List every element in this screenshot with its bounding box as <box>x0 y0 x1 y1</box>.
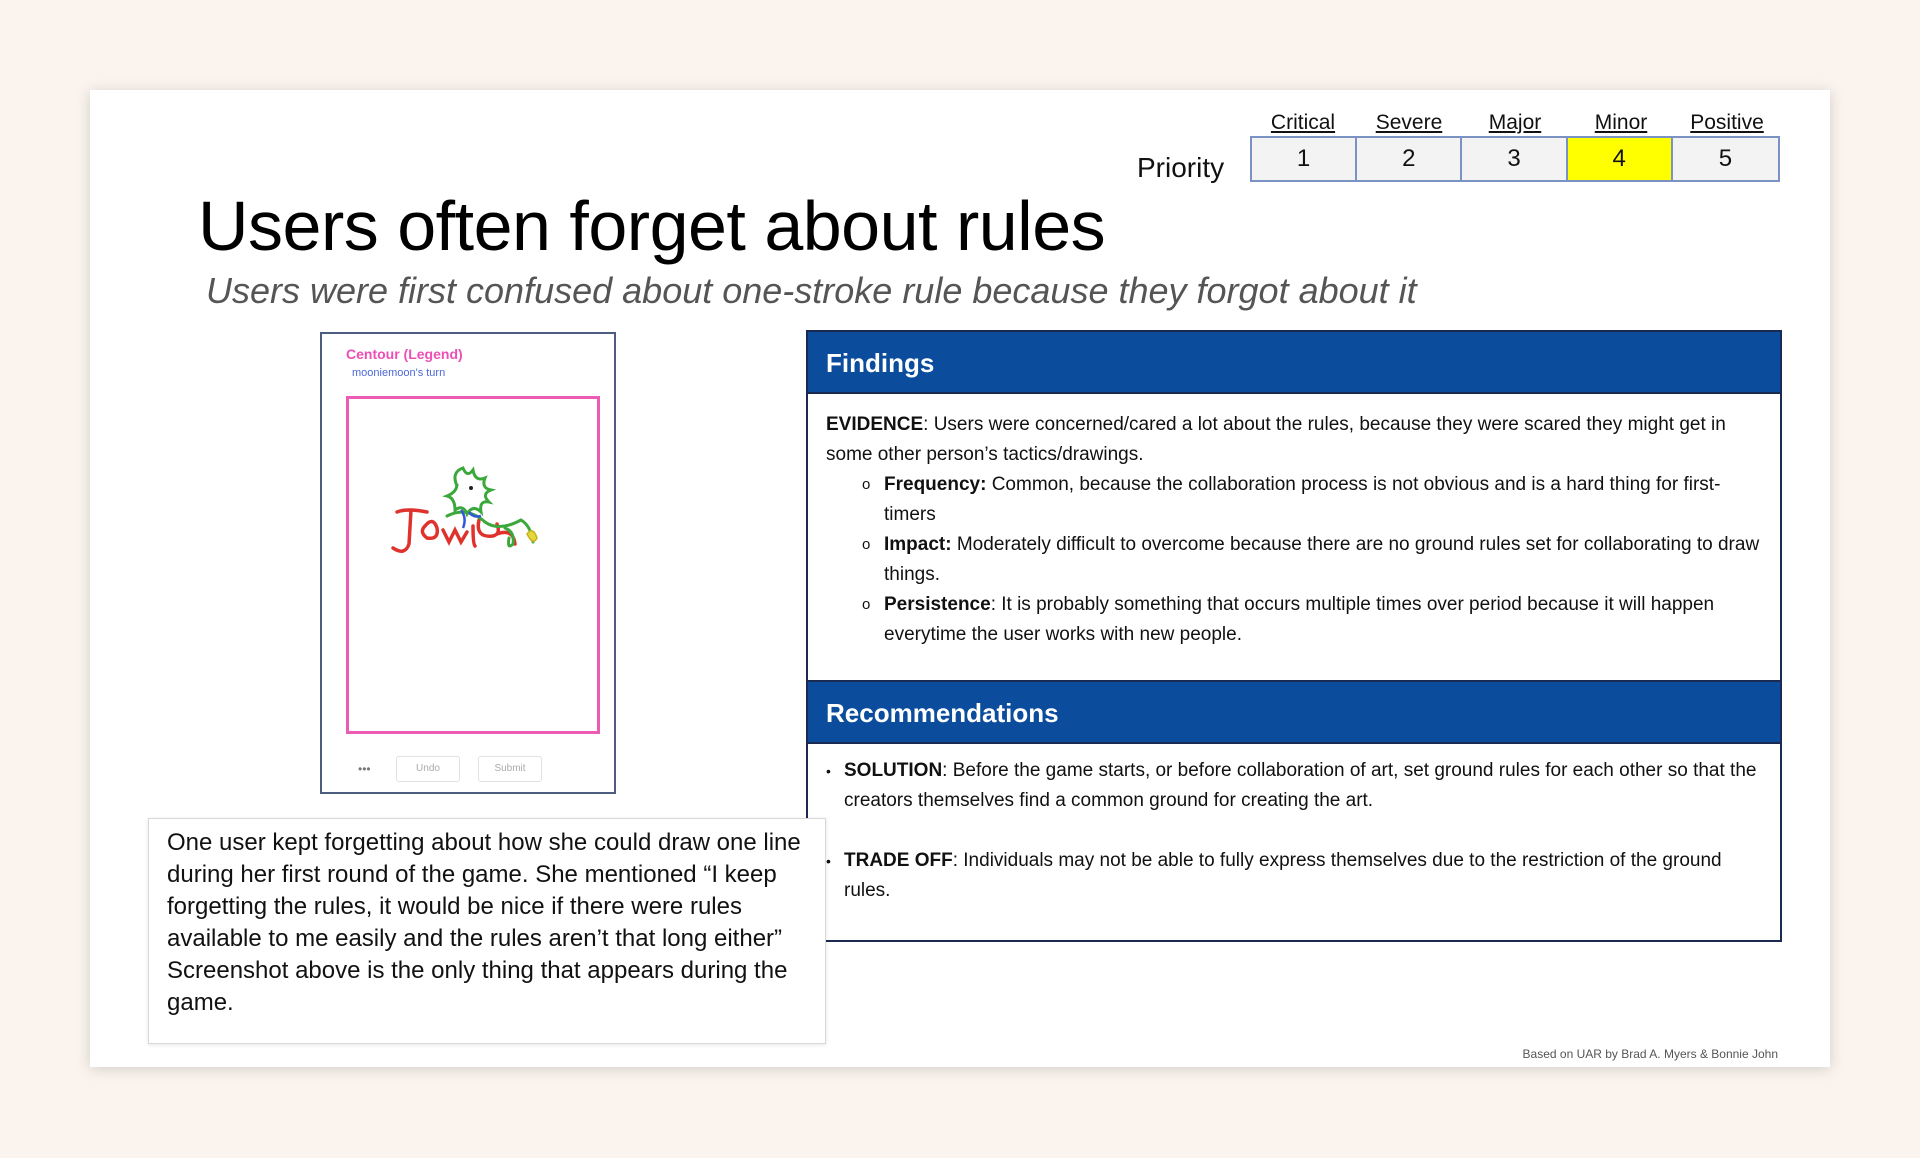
doodle-drawing-icon <box>387 464 557 584</box>
evidence-text: : Users were concerned/cared a lot about the rules, because they were scared they might get in some other person’s tactics/drawings. <box>826 414 1726 465</box>
submit-button[interactable]: Submit <box>478 756 542 782</box>
priority-level-name-critical: Critical <box>1270 111 1336 134</box>
findings-list <box>826 470 1762 650</box>
findings-header: Findings <box>808 332 1780 394</box>
priority-scale <box>1250 110 1780 182</box>
evidence-label: EVIDENCE <box>826 414 924 435</box>
game-controls <box>358 756 542 782</box>
priority-cell-2: 2 <box>1357 138 1462 180</box>
priority-cell-1: 1 <box>1252 138 1357 180</box>
finding-text: Common, because the collaboration process is not obvious and is a hard thing for first-timers <box>884 474 1721 525</box>
slide-subtitle: Users were first confused about one-stroke rule because they forgot about it <box>206 270 1417 311</box>
recommendations-header: Recommendations <box>808 680 1780 744</box>
priority-level-name-positive: Positive <box>1690 111 1764 134</box>
priority-scale-headers <box>1250 110 1780 136</box>
slide <box>90 90 1830 1067</box>
recommendation-text: : Individuals may not be able to fully express themselves due to the restriction of the ground rules. <box>844 850 1722 901</box>
recommendation-solution <box>826 756 1762 816</box>
priority-scale-cells <box>1250 136 1780 182</box>
recommendations-list <box>826 756 1762 906</box>
credit-footnote: Based on UAR by Brad A. Myers & Bonnie John <box>1522 1047 1778 1061</box>
finding-label: Persistence <box>884 594 991 615</box>
evidence-paragraph <box>826 410 1762 470</box>
priority-cell-4-selected: 4 <box>1568 138 1673 180</box>
finding-text: Moderately difficult to overcome because there are no ground rules set for collaborating to draw things. <box>884 534 1760 585</box>
recommendation-text: : Before the game starts, or before collaboration of art, set ground rules for each other so that the creators themselves find a common ground for creating the art. <box>844 760 1757 811</box>
recommendation-trade-off <box>826 846 1762 906</box>
slide-title: Users often forget about rules <box>198 187 1106 265</box>
turn-indicator: mooniemoon's turn <box>352 367 446 379</box>
priority-cell-3: 3 <box>1462 138 1567 180</box>
user-quote-callout: One user kept forgetting about how she could draw one line during her first round of the game. She mentioned “I keep forgetting the rules, it would be nice if there were rules available to me easily and the rules aren’t that long either” Screenshot above is the only thing that appears during the game. <box>148 818 826 1044</box>
findings-recommendations-panel <box>806 330 1782 942</box>
undo-button[interactable]: Undo <box>396 756 460 782</box>
recommendation-label: TRADE OFF <box>844 850 953 871</box>
priority-level-name-minor: Minor <box>1594 111 1648 134</box>
priority-cell-5: 5 <box>1673 138 1778 180</box>
priority-level-name-severe: Severe <box>1375 111 1443 134</box>
finding-frequency <box>862 470 1762 530</box>
recommendations-body <box>808 744 1780 906</box>
priority-level-name-major: Major <box>1488 111 1542 134</box>
drawing-canvas <box>346 396 600 734</box>
game-title: Centour (Legend) <box>346 346 463 362</box>
priority-label: Priority <box>1137 152 1225 183</box>
finding-label: Impact: <box>884 534 952 555</box>
finding-text: : It is probably something that occurs multiple times over period because it will happen everytime the user works with new people. <box>884 594 1715 645</box>
game-screenshot <box>320 332 616 794</box>
finding-persistence <box>862 590 1762 650</box>
more-options-button[interactable]: ••• <box>358 762 371 776</box>
findings-body <box>808 394 1780 680</box>
finding-label: Frequency: <box>884 474 987 495</box>
recommendation-label: SOLUTION <box>844 760 943 781</box>
finding-impact <box>862 530 1762 590</box>
